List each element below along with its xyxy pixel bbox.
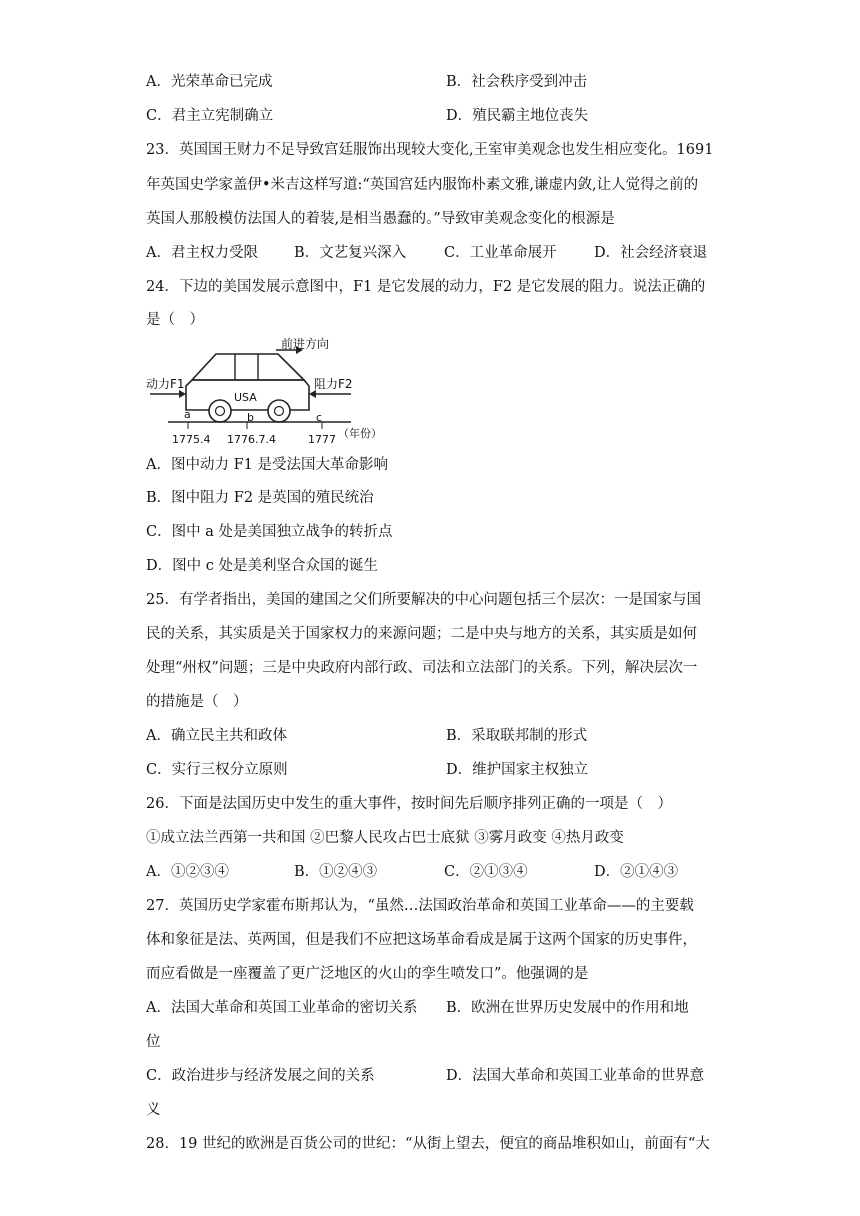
car-diagram-svg [146, 336, 396, 448]
q27-stem-line1: 27．英国历史学家霍布斯邦认为，“虽然…法国政治革命和英国工业革命——的主要载 [146, 898, 694, 914]
marker-b: b [247, 411, 254, 424]
q26-option-b[interactable]: B．①②④③ [294, 864, 378, 880]
f2-label: 阻力F2 [314, 377, 353, 391]
q27-option-d[interactable]: D．法国大革命和英国工业革命的世界意 [446, 1068, 705, 1084]
q28-stem-line1: 28．19 世纪的欧洲是百货公司的世纪：“从街上望去，便宜的商品堆积如山，前面有“大 [146, 1136, 710, 1152]
q27-option-d-wrap: 义 [146, 1102, 161, 1118]
f1-label: 动力F1 [146, 377, 185, 391]
marker-c: c [316, 411, 323, 424]
q26-stem-line1: 26．下面是法国历史中发生的重大事件，按时间先后顺序排列正确的一项是（ ） [146, 796, 672, 812]
q23-stem-line2: 年英国史学家盖伊•米吉这样写道:“英国宫廷内服饰朴素文雅,谦虚内敛,让人觉得之前的 [146, 177, 699, 193]
date-1775: 1775.4 [172, 433, 211, 446]
f2-arrow-icon [309, 390, 316, 398]
q27-option-a[interactable]: A．法国大革命和英国工业革命的密切关系 [146, 1000, 418, 1016]
q23-stem-line3: 英国人那般模仿法国人的着装,是相当愚蠢的。”导致审美观念变化的根源是 [146, 211, 615, 227]
q27-option-b[interactable]: B．欧洲在世界历史发展中的作用和地 [446, 1000, 689, 1016]
q25-stem-line2: 民的关系，其实质是关于国家权力的来源问题；二是中央与地方的关系，其实质是如何 [146, 626, 697, 642]
q24-option-c[interactable]: C．图中 a 处是美国独立战争的转折点 [146, 524, 393, 540]
q26-option-d[interactable]: D．②①④③ [594, 864, 679, 880]
q25-option-a[interactable]: A．确立民主共和政体 [146, 728, 287, 744]
q24-stem-line1: 24．下边的美国发展示意图中，F1 是它发展的动力，F2 是它发展的阻力。说法正确的 [146, 279, 706, 295]
q27-option-c[interactable]: C．政治进步与经济发展之间的关系 [146, 1068, 375, 1084]
q24-option-d[interactable]: D．图中 c 处是美利坚合众国的诞生 [146, 558, 378, 574]
date-1777: 1777 [308, 433, 336, 446]
q22-option-d[interactable]: D．殖民霸主地位丧失 [446, 108, 589, 124]
q24-stem-line2: 是（ ） [146, 312, 204, 328]
q22-option-a[interactable]: A．光荣革命已完成 [146, 74, 273, 90]
direction-label: 前进方向 [281, 337, 330, 351]
wheel-right [268, 400, 290, 422]
f1-arrow-icon [179, 390, 186, 398]
q26-option-c[interactable]: C．②①③④ [444, 864, 528, 880]
q22-option-c[interactable]: C．君主立宪制确立 [146, 108, 274, 124]
q24-option-b[interactable]: B．图中阻力 F2 是英国的殖民统治 [146, 490, 374, 506]
date-1776: 1776.7.4 [227, 433, 276, 446]
q23-option-c[interactable]: C．工业革命展开 [444, 245, 557, 261]
marker-a: a [184, 408, 191, 421]
q25-stem-line4: 的措施是（ ） [146, 694, 248, 710]
q26-stem-line2: ①成立法兰西第一共和国 ②巴黎人民攻占巴士底狱 ③雾月政变 ④热月政变 [146, 830, 624, 846]
q23-option-a[interactable]: A．君主权力受限 [146, 245, 258, 261]
q25-stem-line1: 25．有学者指出，美国的建国之父们所要解决的中心问题包括三个层次：一是国家与国 [146, 592, 701, 608]
q27-option-b-wrap: 位 [146, 1034, 161, 1050]
usa-label: USA [234, 391, 257, 404]
q27-stem-line2: 体和象征是法、英两国，但是我们不应把这场革命看成是属于这两个国家的历史事件， [146, 932, 697, 948]
q23-stem-line1: 23．英国国王财力不足导致宫廷服饰出现较大变化,王室审美观念也发生相应变化。1691 [146, 142, 714, 158]
q25-option-b[interactable]: B．采取联邦制的形式 [446, 728, 588, 744]
q25-option-c[interactable]: C．实行三权分立原则 [146, 762, 288, 778]
q27-stem-line3: 而应看做是一座覆盖了更广泛地区的火山的孪生喷发口”。他强调的是 [146, 966, 589, 982]
car-cabin [192, 354, 304, 380]
q25-stem-line3: 处理“州权”问题；三是中央政府内部行政、司法和立法部门的关系。下列，解决层次一 [146, 660, 698, 676]
q25-option-d[interactable]: D．维护国家主权独立 [446, 762, 589, 778]
q26-option-a[interactable]: A．①②③④ [146, 864, 229, 880]
q23-option-b[interactable]: B．文艺复兴深入 [294, 245, 407, 261]
q22-option-b[interactable]: B．社会秩序受到冲击 [446, 74, 588, 90]
q23-option-d[interactable]: D．社会经济衰退 [594, 245, 708, 261]
usa-development-diagram [146, 336, 396, 448]
wheel-left [209, 400, 231, 422]
q24-option-a[interactable]: A．图中动力 F1 是受法国大革命影响 [146, 457, 388, 473]
year-unit-label: （年份） [338, 427, 382, 440]
